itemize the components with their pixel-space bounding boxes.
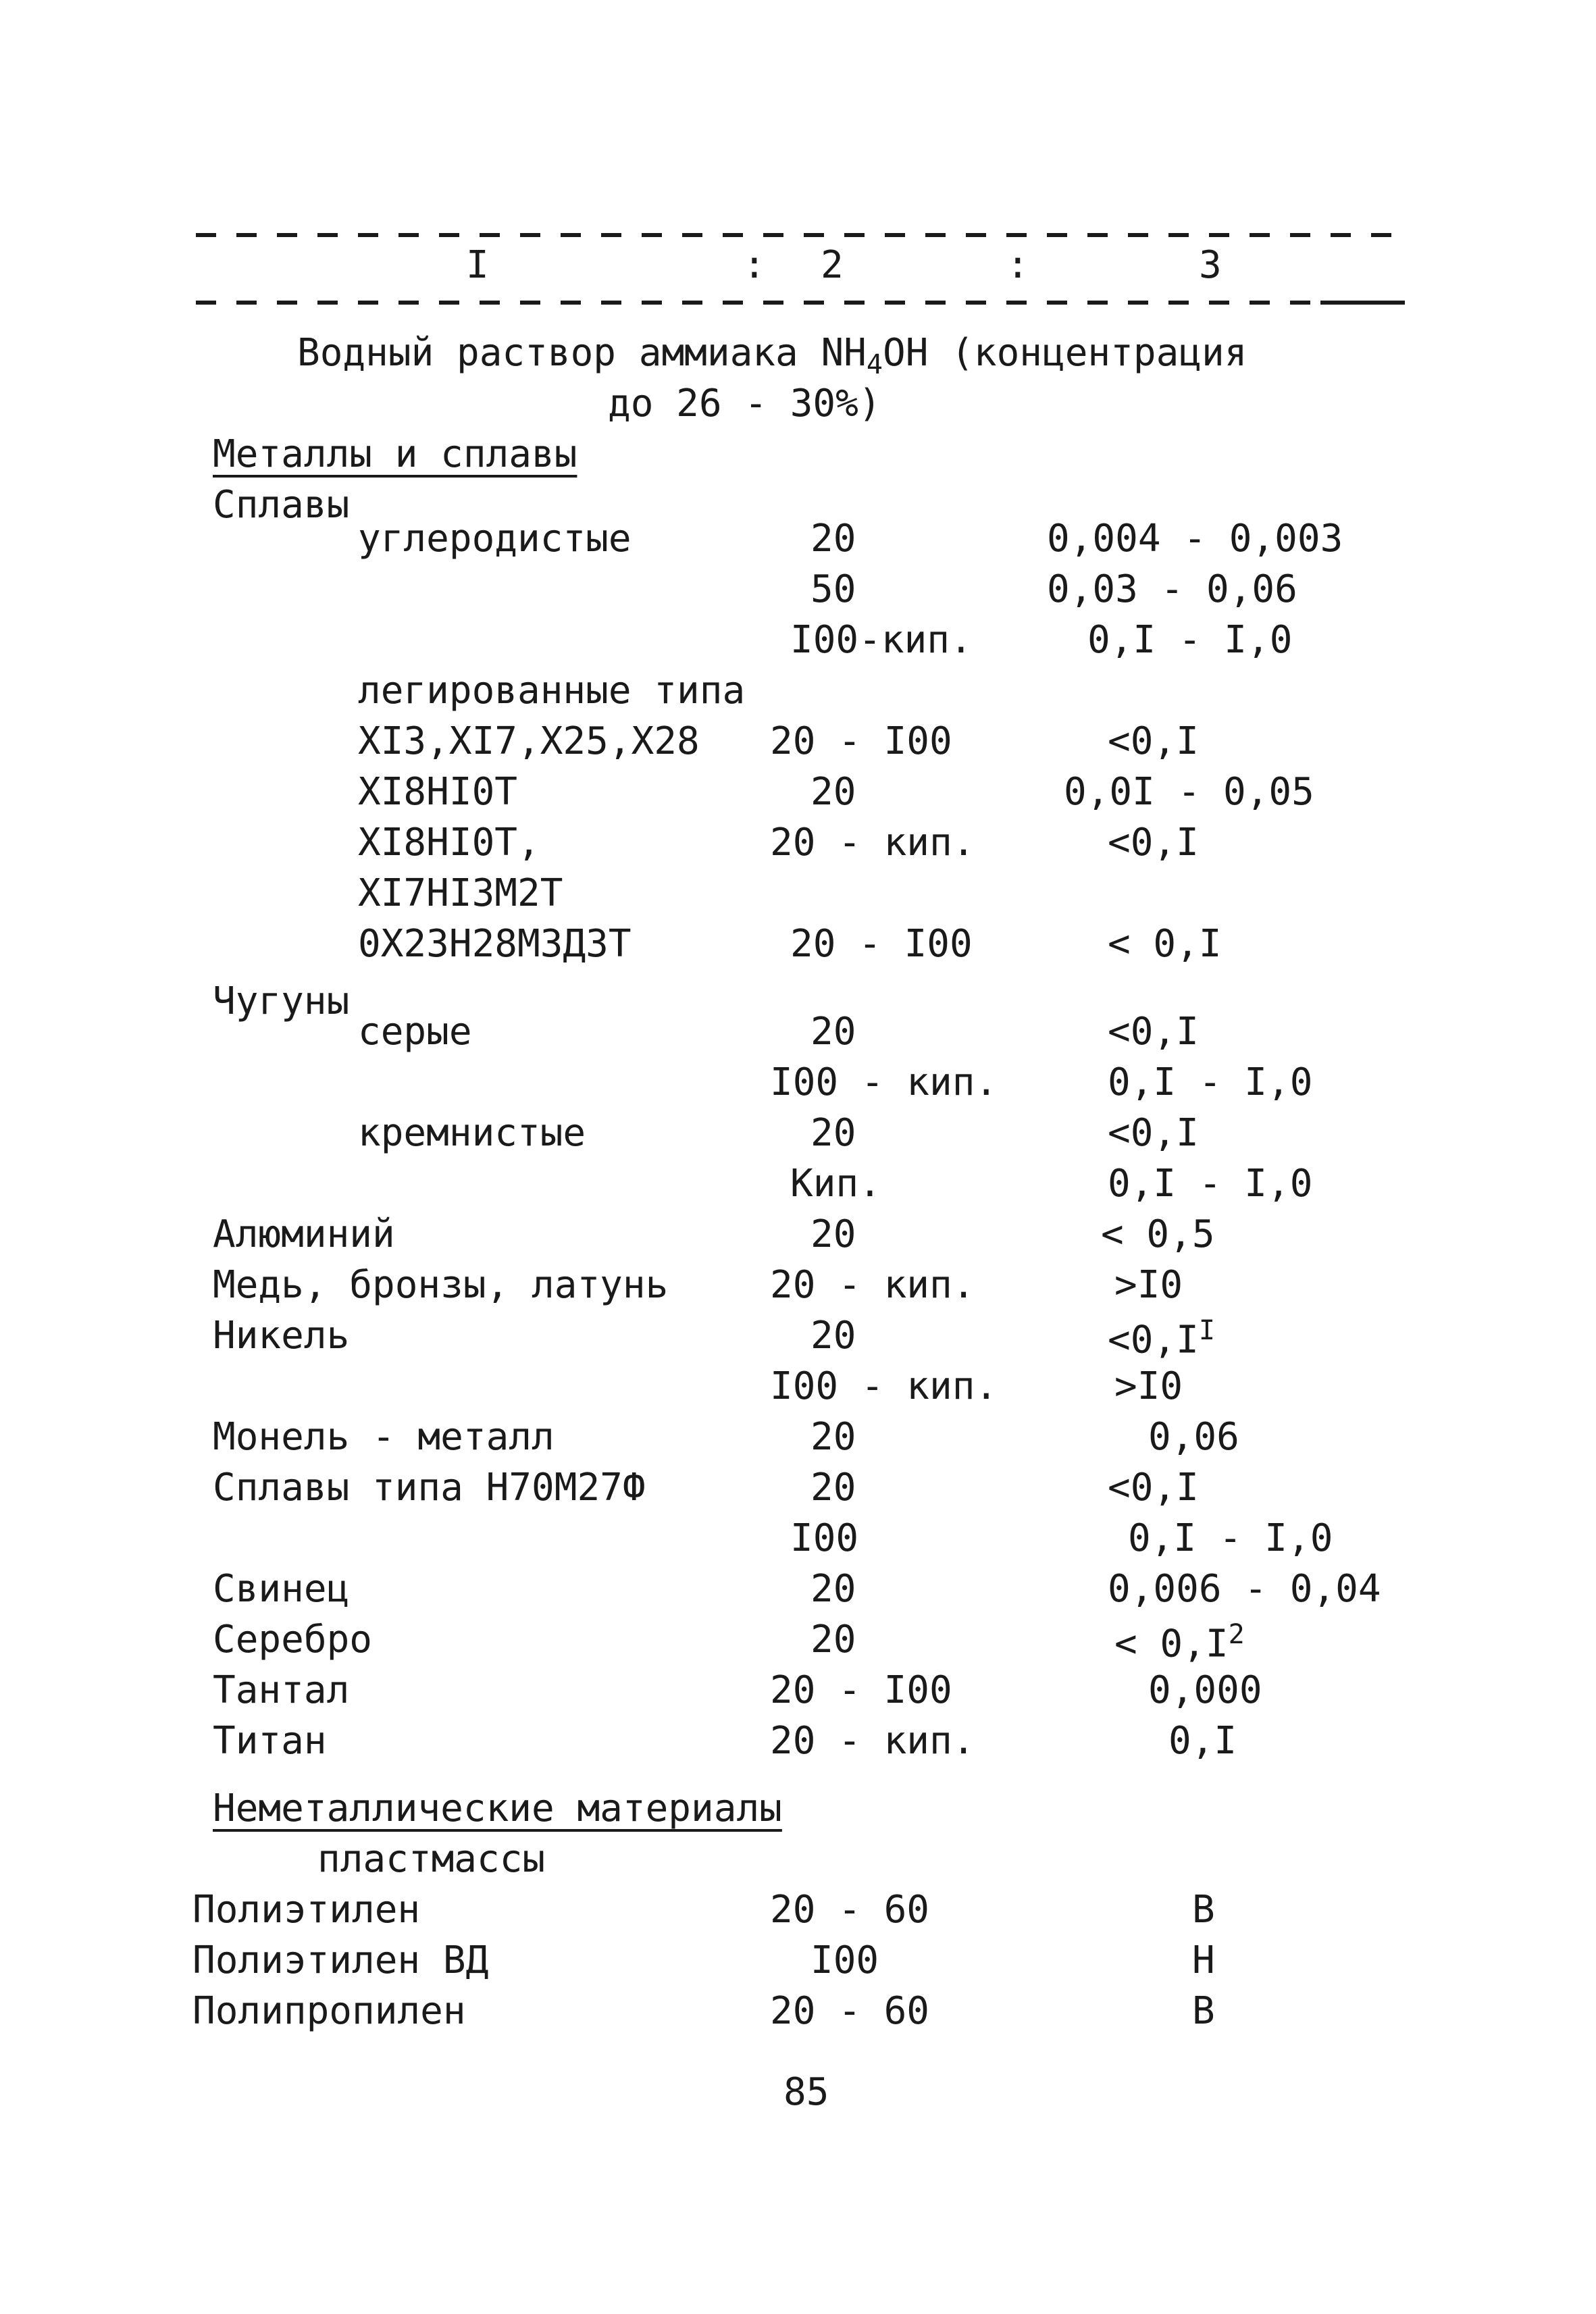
- row-rate: >I0: [1114, 1364, 1183, 1408]
- row-rate: 0,000: [1148, 1668, 1262, 1712]
- row-temp: I00 - кип.: [770, 1060, 998, 1104]
- row-temp: 20: [810, 1415, 856, 1459]
- row-rate: 0,I - I,0: [1128, 1516, 1333, 1560]
- row-temp: I00 - кип.: [770, 1364, 998, 1408]
- formula-subscript: 4: [866, 349, 883, 381]
- row-name: серые: [358, 1010, 472, 1054]
- row-name: 0X23H28M3Д3T: [358, 922, 632, 966]
- row-name: XI7HI3M2T: [358, 871, 563, 915]
- row-rate: <0,I: [1108, 1466, 1199, 1510]
- subsection-plastics: пластмассы: [317, 1837, 546, 1881]
- header-col-2: 2: [821, 243, 844, 287]
- row-name: Полипропилен: [192, 1989, 466, 2033]
- row-rate: <0,I: [1108, 821, 1199, 865]
- footnote-marker: 2: [1228, 1619, 1245, 1650]
- row-temp: 20: [810, 1466, 856, 1510]
- row-name: XI3,XI7,X25,X28: [358, 719, 700, 763]
- page-number: 85: [783, 2070, 829, 2114]
- row-name: XI8HI0T: [358, 770, 518, 814]
- row-temp: I00: [810, 1938, 879, 1982]
- row-name: Монель - металл: [213, 1415, 555, 1459]
- row-temp: 20: [810, 1314, 856, 1358]
- row-rate: 0,006 - 0,04: [1108, 1567, 1381, 1611]
- row-rate: B: [1192, 1888, 1215, 1932]
- row-name: легированные типа: [358, 669, 746, 713]
- row-name: углеродистые: [358, 517, 632, 561]
- row-rate: 0,I - I,0: [1108, 1060, 1313, 1104]
- row-rate: 0,I - I,0: [1087, 618, 1293, 662]
- row-temp: 20 - 60: [770, 1888, 930, 1932]
- formula-nh: NH: [821, 331, 867, 375]
- row-rate: <0,I: [1108, 1111, 1199, 1155]
- row-name: Сплавы: [213, 483, 350, 527]
- row-rate: H: [1192, 1938, 1215, 1982]
- row-name: Полиэтилен: [192, 1888, 421, 1932]
- row-name: Никель: [213, 1314, 350, 1358]
- row-rate: B: [1192, 1989, 1215, 2033]
- row-temp: 20 - I00: [770, 1668, 952, 1712]
- row-temp: 20 - 60: [770, 1989, 930, 2033]
- header-bottom-rule-dashed: [196, 301, 1317, 305]
- row-rate: < 0,I: [1114, 1622, 1229, 1666]
- row-rate: >I0: [1114, 1263, 1183, 1307]
- row-temp: 20: [810, 1618, 856, 1662]
- row-name: Полиэтилен ВД: [192, 1938, 489, 1982]
- row-rate: < 0,5: [1101, 1212, 1215, 1256]
- section-metals-heading: Металлы и сплавы: [213, 432, 577, 476]
- row-name: Тантал: [213, 1668, 350, 1712]
- row-name: кремнистые: [358, 1111, 586, 1155]
- row-rate: 0,I - I,0: [1108, 1162, 1313, 1206]
- formula-oh: OH: [882, 331, 929, 375]
- row-name: XI8HI0T,: [358, 821, 540, 865]
- row-rate: 0,06: [1148, 1415, 1239, 1459]
- title-line-2: до 26 - 30%): [608, 382, 881, 426]
- row-name: Сплавы типа H70M27Ф: [213, 1466, 646, 1510]
- title-line-1-pre: Водный раствор аммиака: [297, 331, 821, 375]
- row-temp: 20 - кип.: [770, 1719, 975, 1763]
- row-rate: <0,I: [1108, 1010, 1199, 1054]
- row-temp: 20: [810, 517, 856, 561]
- header-col-3: 3: [1199, 243, 1222, 287]
- footnote-marker: I: [1198, 1315, 1215, 1346]
- row-temp: 20: [810, 1010, 856, 1054]
- row-temp: 20 - кип.: [770, 1263, 975, 1307]
- row-rate: 0,004 - 0,003: [1047, 517, 1343, 561]
- header-col-1: I: [466, 243, 489, 287]
- row-rate: < 0,I: [1108, 922, 1222, 966]
- row-temp: I00-кип.: [790, 618, 973, 662]
- row-temp: Кип.: [790, 1162, 881, 1206]
- row-temp: 20: [810, 1212, 856, 1256]
- row-name: Серебро: [213, 1618, 373, 1662]
- row-name: Медь, бронзы, латунь: [213, 1263, 669, 1307]
- row-temp: 20: [810, 1567, 856, 1611]
- header-bottom-rule-solid: [1320, 301, 1405, 305]
- row-rate-with-note: [1108, 1317, 1215, 1360]
- header-separator-2: :: [1006, 243, 1029, 287]
- title-line-1: [297, 331, 1247, 381]
- row-temp: 20: [810, 770, 856, 814]
- header-separator-1: :: [743, 243, 766, 287]
- row-name: Алюминий: [213, 1212, 395, 1256]
- row-rate: <0,I: [1108, 1318, 1199, 1362]
- row-temp: 20: [810, 1111, 856, 1155]
- row-temp: 50: [810, 567, 856, 611]
- row-name: Свинец: [213, 1567, 350, 1611]
- row-rate-with-note: [1114, 1621, 1245, 1664]
- header-top-rule: [196, 233, 1405, 237]
- row-name: Чугуны: [213, 979, 350, 1023]
- section-nonmetals-heading: Неметаллические материалы: [213, 1786, 782, 1830]
- row-temp: I00: [790, 1516, 859, 1560]
- row-rate: 0,03 - 0,06: [1047, 567, 1297, 611]
- title-line-1-post: (концентрация: [928, 331, 1247, 375]
- row-temp: 20 - I00: [770, 719, 952, 763]
- row-rate: 0,0I - 0,05: [1064, 770, 1314, 814]
- row-temp: 20 - кип.: [770, 821, 975, 865]
- row-rate: <0,I: [1108, 719, 1199, 763]
- row-temp: 20 - I00: [790, 922, 973, 966]
- row-rate: 0,I: [1168, 1719, 1237, 1763]
- row-name: Титан: [213, 1719, 327, 1763]
